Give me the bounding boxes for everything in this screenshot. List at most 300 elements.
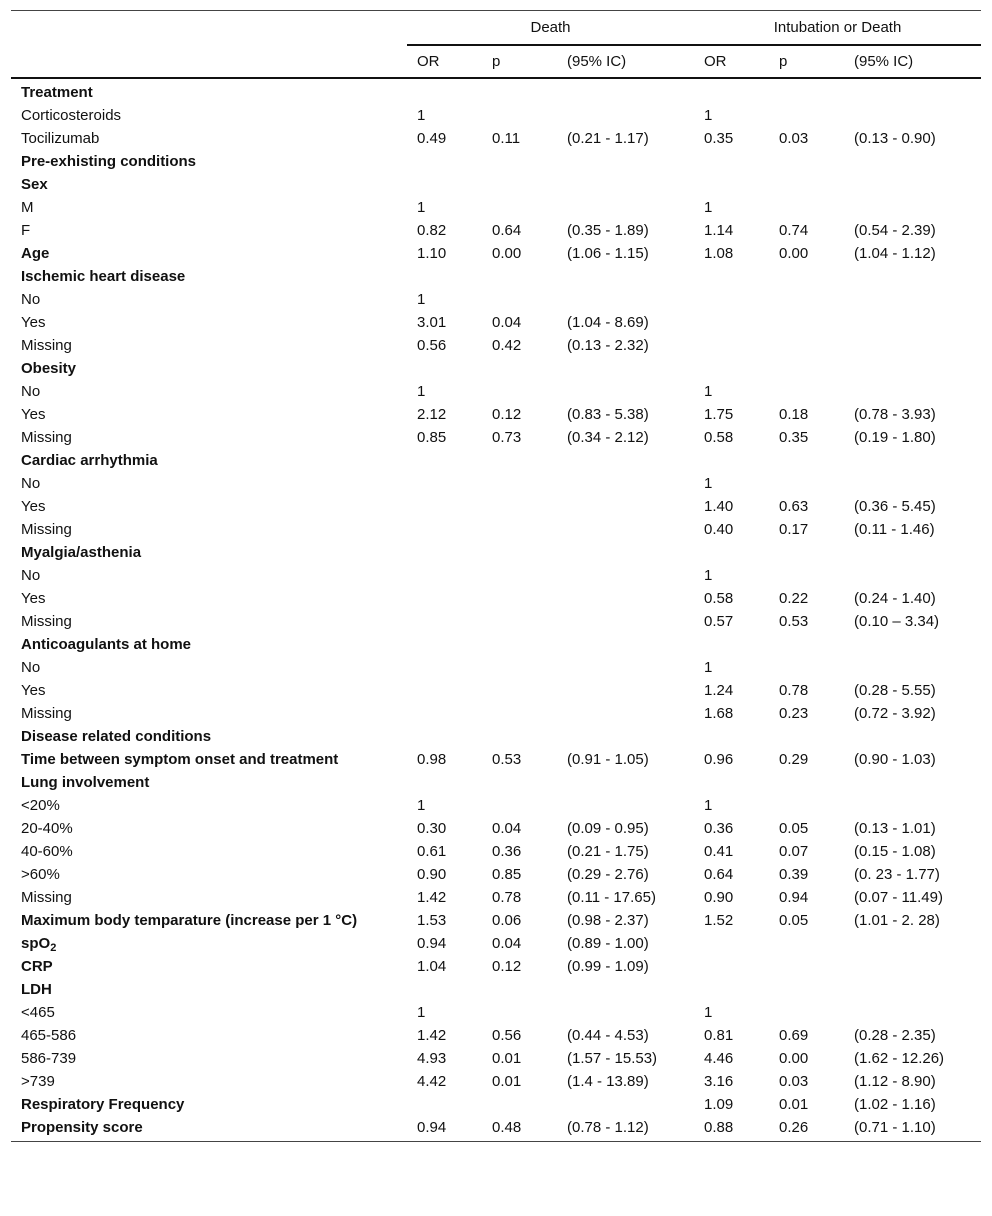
table-row xyxy=(11,633,981,656)
intubation-ci-cell: (1.04 - 1.12) xyxy=(854,245,936,262)
death-ci-cell xyxy=(557,610,694,633)
death-ci-cell: (0.44 - 4.53) xyxy=(567,1027,649,1044)
row-label xyxy=(11,702,407,725)
intubation-or-cell xyxy=(694,357,769,380)
table-row xyxy=(11,127,981,150)
death-p-cell: 0.00 xyxy=(492,245,522,262)
row-label xyxy=(11,334,407,357)
row-label-text: No xyxy=(21,475,41,492)
row-label xyxy=(11,863,407,886)
row-label-subscript: 2 xyxy=(50,942,57,954)
intubation-or-cell xyxy=(694,265,769,288)
death-ci-cell xyxy=(557,265,694,288)
intubation-ci-cell xyxy=(844,150,981,173)
table-row xyxy=(11,173,981,196)
row-label xyxy=(11,472,407,495)
row-label-text: Sex xyxy=(21,176,48,193)
intubation-or-cell: 1.09 xyxy=(704,1096,734,1113)
group-header-death: Death xyxy=(407,11,694,46)
intubation-or-cell: 0.81 xyxy=(704,1027,734,1044)
intubation-ci-cell xyxy=(844,78,981,104)
row-label-text: 20-40% xyxy=(21,820,73,837)
death-p-cell: 0.12 xyxy=(492,958,522,975)
death-or-cell xyxy=(407,679,482,702)
row-label-text: Yes xyxy=(21,590,46,607)
row-label-text: Age xyxy=(21,245,50,262)
intubation-ci-cell xyxy=(844,633,981,656)
column-header-death-p: p xyxy=(482,45,557,78)
intubation-p-cell xyxy=(769,932,844,955)
death-or-cell: 0.49 xyxy=(417,130,447,147)
row-label xyxy=(11,357,407,380)
table-row xyxy=(11,886,981,909)
table-row xyxy=(11,449,981,472)
intubation-p-cell: 0.07 xyxy=(779,843,809,860)
row-label xyxy=(11,219,407,242)
intubation-or-cell: 0.36 xyxy=(704,820,734,837)
intubation-p-cell: 0.05 xyxy=(779,820,809,837)
row-label-text: Respiratory Frequency xyxy=(21,1096,185,1113)
intubation-p-cell: 0.22 xyxy=(779,590,809,607)
intubation-or-cell: 0.35 xyxy=(704,130,734,147)
intubation-ci-cell xyxy=(844,978,981,1001)
row-label-text: No xyxy=(21,291,41,308)
intubation-or-cell: 3.16 xyxy=(704,1073,734,1090)
row-label xyxy=(11,932,407,955)
intubation-p-cell: 0.05 xyxy=(779,912,809,929)
table-row xyxy=(11,794,981,817)
row-label xyxy=(11,426,407,449)
table-row xyxy=(11,1070,981,1093)
column-header-intubation-p: p xyxy=(769,45,844,78)
intubation-p-cell xyxy=(769,564,844,587)
intubation-p-cell: 0.39 xyxy=(779,866,809,883)
row-label xyxy=(11,748,407,771)
intubation-or-cell: 0.57 xyxy=(704,613,734,630)
row-label-text: Missing xyxy=(21,429,72,446)
death-or-cell: 1 xyxy=(417,107,426,124)
table-row xyxy=(11,518,981,541)
death-or-cell xyxy=(407,702,482,725)
intubation-or-cell: 1.52 xyxy=(704,912,734,929)
row-label xyxy=(11,587,407,610)
table-row xyxy=(11,150,981,173)
row-label xyxy=(11,518,407,541)
death-p-cell xyxy=(482,541,557,564)
table-row xyxy=(11,311,981,334)
death-p-cell: 0.11 xyxy=(492,130,521,147)
death-ci-cell xyxy=(557,1001,694,1024)
intubation-or-cell: 0.58 xyxy=(704,429,734,446)
death-ci-cell xyxy=(557,794,694,817)
intubation-or-cell: 0.40 xyxy=(704,521,734,538)
row-label xyxy=(11,104,407,127)
intubation-p-cell: 0.29 xyxy=(779,751,809,768)
intubation-ci-cell: (0.28 - 5.55) xyxy=(854,682,936,699)
death-ci-cell: (0.83 - 5.38) xyxy=(567,406,649,423)
intubation-or-cell: 1 xyxy=(704,107,713,124)
row-label-text: Tocilizumab xyxy=(21,130,100,147)
death-p-cell xyxy=(482,794,557,817)
death-or-cell: 2.12 xyxy=(417,406,447,423)
row-label xyxy=(11,978,407,1001)
death-ci-cell xyxy=(557,725,694,748)
death-ci-cell: (0.78 - 1.12) xyxy=(557,1116,694,1142)
row-label-text: Ischemic heart disease xyxy=(21,268,186,285)
death-or-cell: 1.42 xyxy=(417,889,447,906)
intubation-ci-cell xyxy=(844,265,981,288)
intubation-p-cell: 0.26 xyxy=(769,1116,844,1142)
intubation-p-cell: 0.00 xyxy=(779,245,809,262)
intubation-ci-cell: (0. 23 - 1.77) xyxy=(854,866,940,883)
death-or-cell xyxy=(407,610,482,633)
row-label-text: >60% xyxy=(21,866,60,883)
death-p-cell xyxy=(482,196,557,219)
intubation-ci-cell: (0.07 - 11.49) xyxy=(854,889,943,906)
death-p-cell xyxy=(482,173,557,196)
death-ci-cell xyxy=(557,357,694,380)
death-or-cell: 0.98 xyxy=(417,751,447,768)
intubation-p-cell xyxy=(769,978,844,1001)
death-ci-cell: (0.09 - 0.95) xyxy=(567,820,649,837)
table-row xyxy=(11,288,981,311)
row-label-text: Missing xyxy=(21,613,72,630)
death-ci-cell xyxy=(557,150,694,173)
death-ci-cell: (1.06 - 1.15) xyxy=(567,245,649,262)
header-group-row xyxy=(11,11,981,46)
table-row xyxy=(11,403,981,426)
death-or-cell: 1.53 xyxy=(417,912,447,929)
row-label xyxy=(11,909,407,932)
intubation-ci-cell xyxy=(844,311,981,334)
row-label-text: Time between symptom onset and treatment xyxy=(21,751,339,768)
intubation-or-cell xyxy=(694,150,769,173)
intubation-or-cell: 1 xyxy=(704,383,713,400)
intubation-p-cell: 0.94 xyxy=(779,889,809,906)
row-label xyxy=(11,817,407,840)
death-p-cell: 0.64 xyxy=(492,222,522,239)
table-row xyxy=(11,1024,981,1047)
row-label xyxy=(11,150,407,173)
intubation-ci-cell xyxy=(844,541,981,564)
row-label xyxy=(11,403,407,426)
table-row xyxy=(11,495,981,518)
death-ci-cell: (1.04 - 8.69) xyxy=(567,314,649,331)
death-p-cell xyxy=(482,610,557,633)
death-p-cell xyxy=(482,564,557,587)
intubation-or-cell: 1 xyxy=(704,475,713,492)
death-ci-cell: (0.34 - 2.12) xyxy=(567,429,649,446)
row-label xyxy=(11,1070,407,1093)
intubation-ci-cell: (0.19 - 1.80) xyxy=(854,429,936,446)
death-p-cell: 0.78 xyxy=(492,889,522,906)
row-label xyxy=(11,725,407,748)
intubation-or-cell xyxy=(694,932,769,955)
odds-ratio-table xyxy=(11,10,981,1142)
row-label-text: M xyxy=(21,199,34,216)
row-label xyxy=(11,633,407,656)
row-label-text: 40-60% xyxy=(21,843,73,860)
row-label xyxy=(11,449,407,472)
death-p-cell: 0.06 xyxy=(492,912,522,929)
death-ci-cell xyxy=(557,78,694,104)
death-or-cell: 0.82 xyxy=(417,222,447,239)
death-or-cell xyxy=(407,265,482,288)
death-ci-cell: (0.21 - 1.17) xyxy=(567,130,649,147)
intubation-p-cell xyxy=(769,955,844,978)
row-label xyxy=(11,794,407,817)
row-label-text: Missing xyxy=(21,705,72,722)
intubation-or-cell: 1.14 xyxy=(704,222,734,239)
death-ci-cell xyxy=(557,495,694,518)
intubation-p-cell xyxy=(769,78,844,104)
intubation-or-cell xyxy=(694,771,769,794)
intubation-p-cell: 0.63 xyxy=(779,498,809,515)
intubation-p-cell xyxy=(769,771,844,794)
intubation-or-cell xyxy=(694,78,769,104)
death-or-cell: 0.90 xyxy=(417,866,447,883)
death-ci-cell xyxy=(557,679,694,702)
table-row xyxy=(11,242,981,265)
death-p-cell xyxy=(482,702,557,725)
death-or-cell: 1 xyxy=(417,291,426,308)
row-label-text: Cardiac arrhythmia xyxy=(21,452,158,469)
death-p-cell xyxy=(482,679,557,702)
row-label-text: 465-586 xyxy=(21,1027,77,1044)
table-header xyxy=(11,11,981,79)
row-label-text: 586-739 xyxy=(21,1050,77,1067)
death-or-cell: 1.04 xyxy=(417,958,447,975)
death-ci-cell: (0.29 - 2.76) xyxy=(567,866,649,883)
intubation-or-cell: 1.75 xyxy=(704,406,734,423)
table-row xyxy=(11,679,981,702)
row-label xyxy=(11,541,407,564)
intubation-ci-cell xyxy=(844,288,981,311)
intubation-or-cell: 0.58 xyxy=(704,590,734,607)
intubation-p-cell: 0.35 xyxy=(779,429,809,446)
death-p-cell xyxy=(482,495,557,518)
intubation-or-cell xyxy=(694,173,769,196)
death-p-cell xyxy=(482,288,557,311)
column-header-intubation-or: OR xyxy=(694,45,769,78)
header-label-cell xyxy=(11,45,407,78)
death-p-cell xyxy=(482,978,557,1001)
death-ci-cell xyxy=(557,633,694,656)
intubation-p-cell xyxy=(769,380,844,403)
death-or-cell xyxy=(407,495,482,518)
intubation-p-cell xyxy=(769,173,844,196)
intubation-ci-cell xyxy=(844,656,981,679)
intubation-or-cell: 1 xyxy=(704,199,713,216)
death-p-cell xyxy=(482,656,557,679)
table-row xyxy=(11,196,981,219)
death-p-cell: 0.01 xyxy=(492,1073,522,1090)
intubation-or-cell: 1 xyxy=(704,567,713,584)
intubation-ci-cell xyxy=(844,932,981,955)
death-p-cell xyxy=(482,518,557,541)
intubation-p-cell: 0.69 xyxy=(779,1027,809,1044)
row-label-text: F xyxy=(21,222,31,239)
intubation-p-cell xyxy=(769,311,844,334)
intubation-or-cell: 4.46 xyxy=(704,1050,734,1067)
death-or-cell xyxy=(407,449,482,472)
row-label-text: Disease related conditions xyxy=(21,728,212,745)
intubation-ci-cell xyxy=(844,472,981,495)
intubation-p-cell xyxy=(769,1001,844,1024)
table-row xyxy=(11,932,981,955)
intubation-ci-cell xyxy=(844,564,981,587)
row-label-text: Myalgia/asthenia xyxy=(21,544,142,561)
death-ci-cell xyxy=(557,587,694,610)
table-row xyxy=(11,725,981,748)
death-or-cell: 0.61 xyxy=(417,843,447,860)
death-or-cell: 0.30 xyxy=(417,820,447,837)
table-row xyxy=(11,1047,981,1070)
intubation-or-cell xyxy=(694,633,769,656)
death-p-cell xyxy=(482,104,557,127)
death-or-cell xyxy=(407,173,482,196)
table-row xyxy=(11,748,981,771)
death-ci-cell: (0.11 - 17.65) xyxy=(567,889,656,906)
table-row xyxy=(11,656,981,679)
death-or-cell: 1.10 xyxy=(417,245,447,262)
row-label xyxy=(11,1093,407,1116)
intubation-ci-cell: (1.02 - 1.16) xyxy=(854,1096,936,1113)
death-ci-cell: (0.98 - 2.37) xyxy=(567,912,649,929)
intubation-ci-cell xyxy=(844,380,981,403)
death-or-cell xyxy=(407,564,482,587)
death-or-cell xyxy=(407,633,482,656)
death-ci-cell: (0.89 - 1.00) xyxy=(567,935,649,952)
intubation-ci-cell: (0.36 - 5.45) xyxy=(854,498,936,515)
row-label xyxy=(11,656,407,679)
intubation-p-cell xyxy=(769,334,844,357)
death-or-cell xyxy=(407,541,482,564)
row-label xyxy=(11,78,407,104)
row-label xyxy=(11,380,407,403)
death-or-cell xyxy=(407,472,482,495)
intubation-or-cell: 1 xyxy=(704,659,713,676)
table-row xyxy=(11,265,981,288)
intubation-or-cell: 1.08 xyxy=(704,245,734,262)
table-row xyxy=(11,610,981,633)
intubation-or-cell xyxy=(694,288,769,311)
row-label-text: >739 xyxy=(21,1073,55,1090)
intubation-ci-cell xyxy=(844,725,981,748)
table-row xyxy=(11,909,981,932)
row-label xyxy=(11,679,407,702)
death-ci-cell: (0.21 - 1.75) xyxy=(567,843,649,860)
intubation-p-cell: 0.17 xyxy=(779,521,809,538)
results-table-container xyxy=(11,10,981,1142)
intubation-ci-cell: (0.11 - 1.46) xyxy=(854,521,935,538)
intubation-ci-cell xyxy=(844,357,981,380)
table-row xyxy=(11,426,981,449)
intubation-or-cell xyxy=(694,311,769,334)
death-or-cell: 0.94 xyxy=(417,935,447,952)
intubation-ci-cell xyxy=(844,334,981,357)
table-row xyxy=(11,1093,981,1116)
intubation-or-cell: 0.64 xyxy=(704,866,734,883)
row-label xyxy=(11,1047,407,1070)
intubation-p-cell xyxy=(769,633,844,656)
death-or-cell: 1 xyxy=(417,1004,426,1021)
table-row xyxy=(11,978,981,1001)
row-label-text: Obesity xyxy=(21,360,77,377)
row-label-text: Corticosteroids xyxy=(21,107,122,124)
intubation-or-cell xyxy=(694,334,769,357)
intubation-p-cell xyxy=(769,357,844,380)
death-p-cell xyxy=(482,1093,557,1116)
intubation-ci-cell xyxy=(844,771,981,794)
row-label-text: Anticoagulants at home xyxy=(21,636,192,653)
intubation-p-cell xyxy=(769,196,844,219)
intubation-ci-cell: (0.10 – 3.34) xyxy=(854,613,940,630)
intubation-or-cell xyxy=(694,978,769,1001)
row-label xyxy=(11,955,407,978)
death-p-cell: 0.04 xyxy=(492,314,522,331)
row-label-text: Missing xyxy=(21,889,72,906)
death-ci-cell: (1.4 - 13.89) xyxy=(567,1073,649,1090)
death-p-cell xyxy=(482,725,557,748)
intubation-p-cell xyxy=(769,794,844,817)
death-or-cell xyxy=(407,1093,482,1116)
intubation-ci-cell: (0.15 - 1.08) xyxy=(854,843,936,860)
table-row xyxy=(11,1116,981,1142)
intubation-p-cell xyxy=(769,265,844,288)
death-or-cell xyxy=(407,771,482,794)
table-row xyxy=(11,472,981,495)
intubation-or-cell xyxy=(694,449,769,472)
death-or-cell: 4.42 xyxy=(417,1073,447,1090)
death-ci-cell xyxy=(557,771,694,794)
intubation-ci-cell xyxy=(844,196,981,219)
death-ci-cell xyxy=(557,288,694,311)
intubation-p-cell: 0.01 xyxy=(779,1096,809,1113)
death-ci-cell xyxy=(557,196,694,219)
death-or-cell: 1 xyxy=(417,383,426,400)
intubation-p-cell: 0.23 xyxy=(779,705,809,722)
death-ci-cell xyxy=(557,656,694,679)
intubation-p-cell xyxy=(769,288,844,311)
intubation-ci-cell: (0.13 - 1.01) xyxy=(854,820,936,837)
death-p-cell xyxy=(482,78,557,104)
column-header-death-or: OR xyxy=(407,45,482,78)
intubation-p-cell: 0.18 xyxy=(779,406,809,423)
intubation-ci-cell xyxy=(844,794,981,817)
death-p-cell: 0.04 xyxy=(492,820,522,837)
death-p-cell xyxy=(482,380,557,403)
row-label-text: No xyxy=(21,567,41,584)
row-label-text: Pre-exhisting conditions xyxy=(21,153,197,170)
death-p-cell: 0.73 xyxy=(492,429,522,446)
death-p-cell xyxy=(482,587,557,610)
intubation-p-cell xyxy=(769,150,844,173)
death-p-cell xyxy=(482,265,557,288)
table-row xyxy=(11,702,981,725)
death-ci-cell: (1.57 - 15.53) xyxy=(567,1050,658,1067)
row-label-text: Treatment xyxy=(21,84,93,101)
death-ci-cell xyxy=(557,518,694,541)
death-or-cell xyxy=(407,725,482,748)
intubation-or-cell: 1 xyxy=(704,797,713,814)
intubation-p-cell: 0.53 xyxy=(779,613,809,630)
row-label xyxy=(11,495,407,518)
intubation-p-cell: 0.03 xyxy=(779,1073,809,1090)
header-column-row xyxy=(11,45,981,78)
death-or-cell: 1.42 xyxy=(417,1027,447,1044)
row-label-text: Missing xyxy=(21,521,72,538)
